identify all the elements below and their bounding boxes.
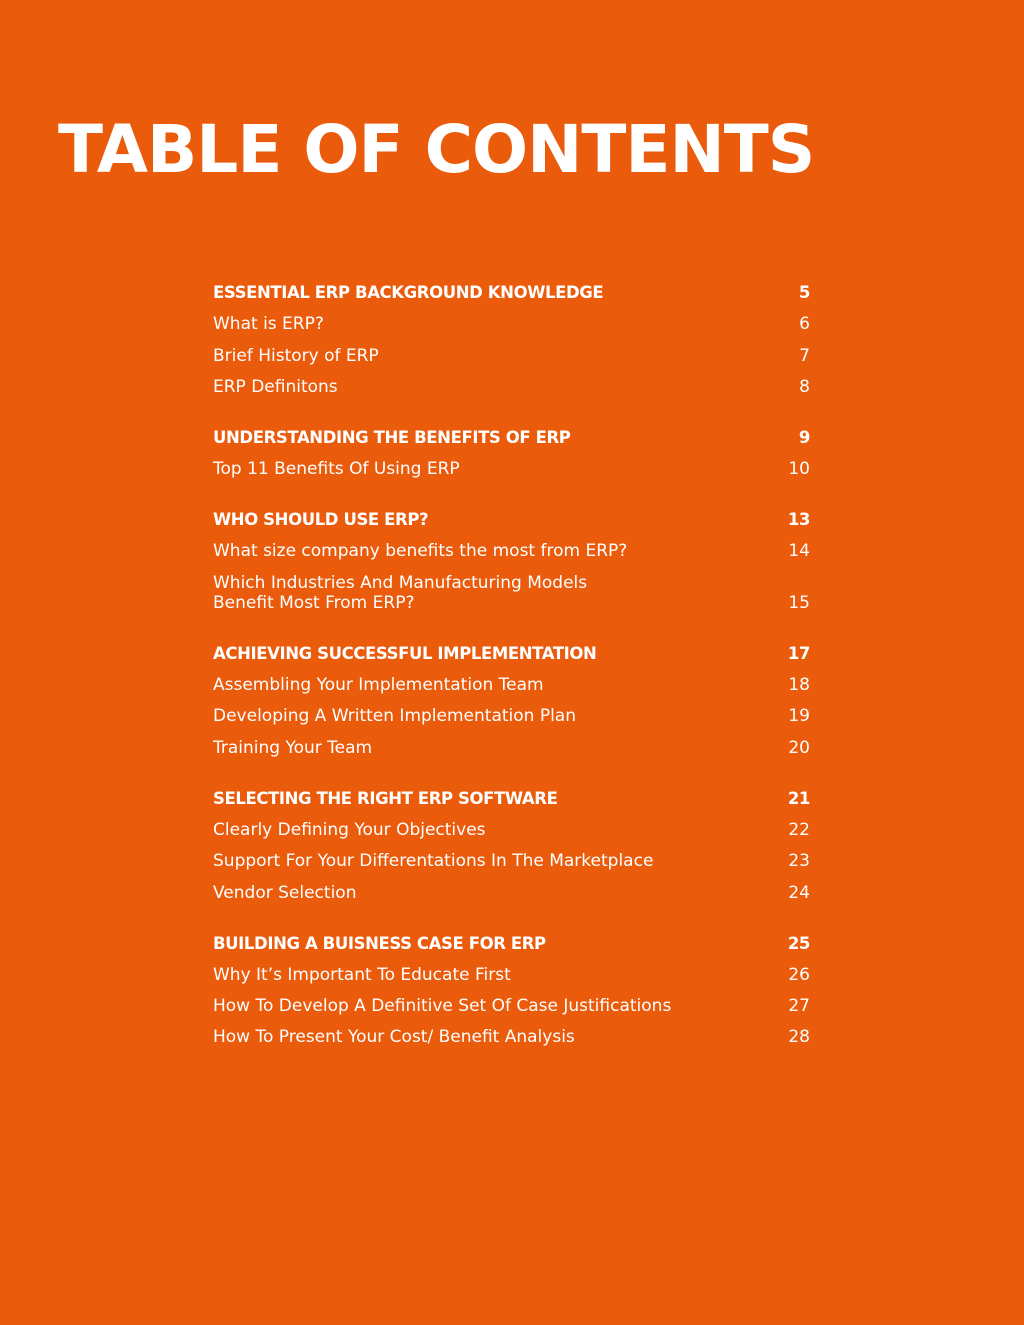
toc-entry-label: Support For Your Differentations In The Marketplace xyxy=(213,851,654,872)
toc-entry[interactable] xyxy=(213,573,810,613)
toc-entry-page-number: 10 xyxy=(788,459,810,480)
toc-entry[interactable] xyxy=(213,1027,810,1047)
toc-heading-page-number: 5 xyxy=(798,283,810,302)
toc-heading-label: BUILDING A BUISNESS CASE FOR ERP xyxy=(213,933,546,953)
toc-section-heading[interactable] xyxy=(213,934,810,954)
toc-entry-label: How To Present Your Cost/ Benefit Analysis xyxy=(213,1027,575,1048)
toc-entry-page-number: 8 xyxy=(799,376,810,397)
toc-entry[interactable] xyxy=(213,820,810,840)
toc-heading-label: SELECTING THE RIGHT ERP SOFTWARE xyxy=(213,788,558,808)
toc-entry-label: Brief History of ERP xyxy=(213,345,379,366)
toc-entry-page-number: 7 xyxy=(799,345,810,366)
toc-entry[interactable] xyxy=(213,851,810,871)
toc-entry-label: What is ERP? xyxy=(213,314,324,335)
toc-entry-label: ERP Definitons xyxy=(213,376,338,397)
toc-entry-label: Clearly Defining Your Objectives xyxy=(213,819,486,840)
toc-entry-label: Training Your Team xyxy=(213,737,373,758)
toc-section-heading[interactable] xyxy=(213,428,810,448)
toc-heading-page-number: 17 xyxy=(787,643,810,663)
toc-section xyxy=(213,789,810,903)
table-of-contents xyxy=(213,283,810,1078)
toc-entry-page-number: 15 xyxy=(788,592,810,613)
toc-heading-label: WHO SHOULD USE ERP? xyxy=(213,510,429,530)
toc-heading-page-number: 9 xyxy=(798,427,810,447)
toc-entry-label: Which Industries And Manufacturing Models Benefit Most From ERP? xyxy=(213,572,588,613)
toc-heading-page-number: 13 xyxy=(787,510,810,530)
page-title: TABLE OF CONTENTS xyxy=(58,111,815,188)
toc-entry[interactable] xyxy=(213,541,810,561)
toc-entry[interactable] xyxy=(213,346,810,366)
toc-entry[interactable] xyxy=(213,996,810,1016)
toc-heading-page-number: 25 xyxy=(787,933,810,953)
toc-entry-page-number: 20 xyxy=(788,737,810,758)
toc-entry-label: Vendor Selection xyxy=(213,882,357,903)
toc-section xyxy=(213,934,810,1048)
toc-section-heading[interactable] xyxy=(213,283,810,303)
toc-section-heading[interactable] xyxy=(213,644,810,664)
toc-entry[interactable] xyxy=(213,377,810,397)
toc-entry-page-number: 6 xyxy=(799,314,810,335)
toc-section xyxy=(213,283,810,397)
toc-entry[interactable] xyxy=(213,738,810,758)
toc-entry[interactable] xyxy=(213,965,810,985)
toc-entry-label: How To Develop A Definitive Set Of Case Justifications xyxy=(213,996,672,1017)
toc-section xyxy=(213,428,810,479)
toc-heading-label: ESSENTIAL ERP BACKGROUND KNOWLEDGE xyxy=(213,283,604,302)
toc-heading-label: UNDERSTANDING THE BENEFITS OF ERP xyxy=(213,427,571,447)
toc-entry[interactable] xyxy=(213,314,810,334)
toc-entry-label: Why It’s Important To Educate First xyxy=(213,964,511,985)
toc-heading-label: ACHIEVING SUCCESSFUL IMPLEMENTATION xyxy=(213,643,597,663)
toc-entry[interactable] xyxy=(213,706,810,726)
toc-entry-page-number: 23 xyxy=(788,851,810,872)
toc-entry[interactable] xyxy=(213,675,810,695)
toc-section xyxy=(213,644,810,758)
toc-entry-page-number: 19 xyxy=(788,706,810,727)
toc-section-heading[interactable] xyxy=(213,510,810,530)
toc-entry[interactable] xyxy=(213,459,810,479)
toc-entry-label: Developing A Written Implementation Plan xyxy=(213,706,576,727)
toc-entry-label: Top 11 Benefits Of Using ERP xyxy=(213,459,460,480)
toc-entry-label: What size company benefits the most from ERP? xyxy=(213,541,628,562)
toc-entry-page-number: 26 xyxy=(788,964,810,985)
toc-section xyxy=(213,510,810,613)
toc-entry-page-number: 14 xyxy=(788,541,810,562)
toc-entry[interactable] xyxy=(213,883,810,903)
toc-entry-page-number: 22 xyxy=(788,819,810,840)
toc-entry-label: Assembling Your Implementation Team xyxy=(213,675,544,696)
toc-entry-page-number: 18 xyxy=(788,675,810,696)
toc-entry-page-number: 24 xyxy=(788,882,810,903)
toc-entry-page-number: 27 xyxy=(788,996,810,1017)
toc-heading-page-number: 21 xyxy=(787,788,810,808)
toc-section-heading[interactable] xyxy=(213,789,810,809)
toc-entry-page-number: 28 xyxy=(788,1027,810,1048)
